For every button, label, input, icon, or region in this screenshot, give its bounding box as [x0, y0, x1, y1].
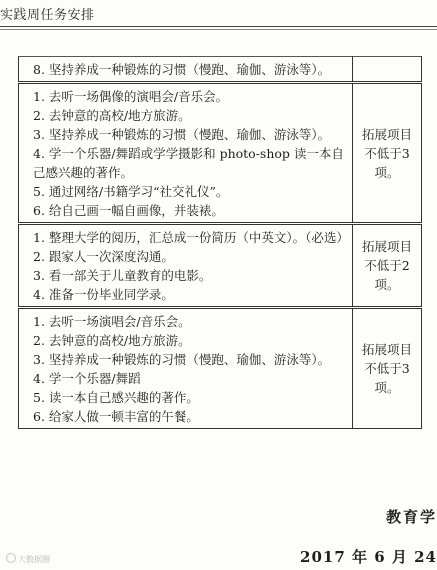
- table-row: [19, 308, 422, 429]
- list-item: 2. 去钟意的高校/地方旅游。: [33, 333, 191, 348]
- list-item: 6. 给家人做一顿丰富的午餐。: [33, 409, 199, 424]
- list-item: 1. 去听一场演唱会/音乐会。: [33, 314, 191, 329]
- task-list-cell: [19, 57, 353, 83]
- footer-date: 2017 年 6 月 24: [300, 548, 437, 566]
- task-table-body: [19, 57, 422, 429]
- requirement-note-cell: 拓展项目不低于3项。: [353, 308, 422, 429]
- list-item: 2. 跟家人一次深度沟通。: [33, 249, 174, 264]
- list-item: 4. 学一个乐器/舞蹈: [33, 371, 141, 386]
- list-item: 1. 去听一场偶像的演唱会/音乐会。: [33, 89, 229, 104]
- watermark: [6, 553, 50, 565]
- list-item: 3. 看一部关于儿童教育的电影。: [33, 268, 212, 283]
- task-list-cell: [19, 83, 353, 224]
- header-rule: [0, 26, 437, 27]
- header-rule-thin: [0, 29, 437, 30]
- list-item: 8. 坚持养成一种锻炼的习惯（慢跑、瑜伽、游泳等）。: [33, 62, 331, 77]
- table-row: [19, 57, 422, 83]
- list-item: 6. 给自己画一幅自画像，并装裱。: [33, 203, 224, 218]
- requirement-note-cell: [353, 57, 422, 83]
- list-item: 1. 整理大学的阅历，汇总成一份简历（中英文）。（必选）: [33, 230, 349, 245]
- page-header: 实践周任务安排: [0, 8, 95, 23]
- task-list-cell: [19, 224, 353, 308]
- watermark-text: 大数据圈: [18, 555, 50, 564]
- list-item: 3. 坚持养成一种锻炼的习惯（慢跑、瑜伽、游泳等）。: [33, 127, 331, 142]
- requirement-note-cell: 拓展项目不低于2项。: [353, 224, 422, 308]
- task-list-cell: [19, 308, 353, 429]
- list-item: 4. 学一个乐器/舞蹈或学学摄影和 photo-shop 读一本自己感兴趣的著作。: [33, 146, 344, 180]
- list-item: 5. 通过网络/书籍学习“社交礼仪”。: [33, 184, 229, 199]
- list-item: 2. 去钟意的高校/地方旅游。: [33, 108, 191, 123]
- watermark-logo-icon: [6, 553, 16, 563]
- table-row: [19, 83, 422, 224]
- requirement-note-cell: 拓展项目不低于3项。: [353, 83, 422, 224]
- list-item: 5. 读一本自己感兴趣的著作。: [33, 390, 199, 405]
- list-item: 4. 准备一份毕业同学录。: [33, 287, 174, 302]
- table-row: [19, 224, 422, 308]
- footer-department: 教育学: [385, 508, 437, 526]
- task-table: [18, 56, 422, 429]
- list-item: 3. 坚持养成一种锻炼的习惯（慢跑、瑜伽、游泳等）。: [33, 352, 331, 367]
